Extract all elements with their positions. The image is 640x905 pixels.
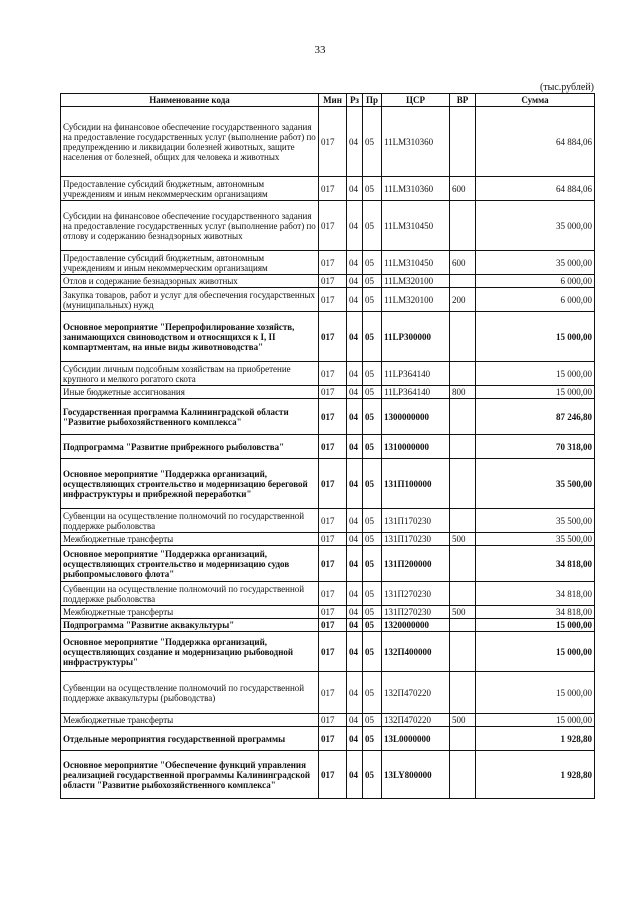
cell-pr: 05 bbox=[363, 251, 382, 275]
cell-csr: 11LM310450 bbox=[382, 201, 450, 251]
cell-sum: 15 000,00 bbox=[476, 632, 595, 672]
cell-rz: 04 bbox=[347, 459, 363, 509]
table-header-row bbox=[61, 94, 595, 107]
cell-name: Государственная программа Калининградской области "Развитие рыбохозяйственного комплекса" bbox=[61, 399, 319, 435]
cell-min: 017 bbox=[319, 606, 347, 619]
cell-pr: 05 bbox=[363, 672, 382, 714]
page-number: 33 bbox=[314, 44, 326, 56]
cell-csr: 131П270230 bbox=[382, 582, 450, 606]
cell-name: Межбюджетные трансферты bbox=[61, 714, 319, 727]
cell-name: Основное мероприятие "Поддержка организаций, осуществляющих строительство и модернизацию судов рыбопромыслового флота" bbox=[61, 546, 319, 582]
table-row bbox=[61, 386, 595, 399]
cell-pr: 05 bbox=[363, 435, 382, 459]
cell-min: 017 bbox=[319, 386, 347, 399]
cell-csr: 132П400000 bbox=[382, 632, 450, 672]
cell-pr: 05 bbox=[363, 107, 382, 177]
header-vr: ВР bbox=[450, 94, 476, 107]
cell-csr: 11LM310450 bbox=[382, 251, 450, 275]
cell-pr: 05 bbox=[363, 177, 382, 201]
cell-vr bbox=[450, 546, 476, 582]
cell-vr bbox=[450, 632, 476, 672]
cell-name: Отдельные мероприятия государственной программы bbox=[61, 727, 319, 751]
cell-csr: 132П470220 bbox=[382, 672, 450, 714]
cell-vr bbox=[450, 435, 476, 459]
cell-csr: 131П100000 bbox=[382, 459, 450, 509]
cell-name: Субвенции на осуществление полномочий по государственной поддержке рыболовства bbox=[61, 509, 319, 533]
cell-name: Субсидии на финансовое обеспечение государственного задания на предоставление государственных услуг (выполнение работ) по предупреждению и ликвидации болезней животных, защите населения от болезней, общих для человека и животных bbox=[61, 107, 319, 177]
cell-pr: 05 bbox=[363, 606, 382, 619]
cell-min: 017 bbox=[319, 107, 347, 177]
cell-csr: 11LM310360 bbox=[382, 107, 450, 177]
cell-sum: 35 500,00 bbox=[476, 533, 595, 546]
cell-sum: 35 500,00 bbox=[476, 509, 595, 533]
table-row bbox=[61, 714, 595, 727]
cell-sum: 64 884,06 bbox=[476, 107, 595, 177]
table-row bbox=[61, 727, 595, 751]
cell-rz: 04 bbox=[347, 312, 363, 362]
table-row bbox=[61, 201, 595, 251]
cell-csr: 13LY800000 bbox=[382, 751, 450, 799]
cell-rz: 04 bbox=[347, 751, 363, 799]
table-row bbox=[61, 275, 595, 288]
cell-vr bbox=[450, 399, 476, 435]
header-pr: Пр bbox=[363, 94, 382, 107]
cell-rz: 04 bbox=[347, 714, 363, 727]
cell-min: 017 bbox=[319, 399, 347, 435]
cell-vr: 500 bbox=[450, 606, 476, 619]
cell-rz: 04 bbox=[347, 582, 363, 606]
table-row bbox=[61, 546, 595, 582]
cell-csr: 11LP300000 bbox=[382, 312, 450, 362]
cell-name: Субсидии на финансовое обеспечение государственного задания на предоставление государственных услуг (выполнение работ) по отлову и содержанию безнадзорных животных bbox=[61, 201, 319, 251]
cell-vr bbox=[450, 582, 476, 606]
cell-min: 017 bbox=[319, 459, 347, 509]
cell-vr bbox=[450, 751, 476, 799]
cell-sum: 15 000,00 bbox=[476, 714, 595, 727]
cell-sum: 35 000,00 bbox=[476, 201, 595, 251]
cell-csr: 131П270230 bbox=[382, 606, 450, 619]
cell-min: 017 bbox=[319, 362, 347, 386]
cell-csr: 13L0000000 bbox=[382, 727, 450, 751]
cell-min: 017 bbox=[319, 275, 347, 288]
cell-sum: 6 000,00 bbox=[476, 275, 595, 288]
cell-pr: 05 bbox=[363, 751, 382, 799]
table-row bbox=[61, 107, 595, 177]
cell-csr: 11LP364140 bbox=[382, 362, 450, 386]
cell-csr: 1320000000 bbox=[382, 619, 450, 632]
cell-rz: 04 bbox=[347, 399, 363, 435]
table-row bbox=[61, 672, 595, 714]
cell-csr: 1300000000 bbox=[382, 399, 450, 435]
cell-vr bbox=[450, 727, 476, 751]
cell-sum: 15 000,00 bbox=[476, 672, 595, 714]
cell-rz: 04 bbox=[347, 201, 363, 251]
cell-name: Предоставление субсидий бюджетным, автономным учреждениям и иным некоммерческим организациям bbox=[61, 251, 319, 275]
cell-rz: 04 bbox=[347, 107, 363, 177]
cell-name: Подпрограмма "Развитие прибрежного рыболовства" bbox=[61, 435, 319, 459]
cell-sum: 1 928,80 bbox=[476, 727, 595, 751]
cell-name: Основное мероприятие "Поддержка организаций, осуществляющих создание и модернизацию рыбоводной инфраструктуры" bbox=[61, 632, 319, 672]
cell-csr: 11LP364140 bbox=[382, 386, 450, 399]
cell-rz: 04 bbox=[347, 727, 363, 751]
cell-name: Межбюджетные трансферты bbox=[61, 606, 319, 619]
cell-rz: 04 bbox=[347, 606, 363, 619]
table-row bbox=[61, 399, 595, 435]
cell-vr bbox=[450, 619, 476, 632]
cell-min: 017 bbox=[319, 288, 347, 312]
cell-pr: 05 bbox=[363, 619, 382, 632]
cell-vr: 600 bbox=[450, 251, 476, 275]
cell-vr: 500 bbox=[450, 714, 476, 727]
cell-pr: 05 bbox=[363, 362, 382, 386]
cell-pr: 05 bbox=[363, 288, 382, 312]
cell-name: Межбюджетные трансферты bbox=[61, 533, 319, 546]
cell-rz: 04 bbox=[347, 251, 363, 275]
cell-csr: 131П170230 bbox=[382, 509, 450, 533]
table-row bbox=[61, 251, 595, 275]
table-row bbox=[61, 288, 595, 312]
cell-rz: 04 bbox=[347, 362, 363, 386]
cell-pr: 05 bbox=[363, 275, 382, 288]
cell-min: 017 bbox=[319, 619, 347, 632]
cell-vr bbox=[450, 312, 476, 362]
cell-rz: 04 bbox=[347, 533, 363, 546]
cell-vr bbox=[450, 107, 476, 177]
table-row bbox=[61, 632, 595, 672]
table-row bbox=[61, 177, 595, 201]
cell-sum: 15 000,00 bbox=[476, 312, 595, 362]
table-body bbox=[61, 107, 595, 799]
cell-name: Субвенции на осуществление полномочий по государственной поддержке аквакультуры (рыбоводства) bbox=[61, 672, 319, 714]
units-label: (тыс.рублей) bbox=[539, 82, 594, 93]
cell-rz: 04 bbox=[347, 435, 363, 459]
cell-rz: 04 bbox=[347, 509, 363, 533]
cell-vr: 600 bbox=[450, 177, 476, 201]
cell-pr: 05 bbox=[363, 386, 382, 399]
cell-rz: 04 bbox=[347, 546, 363, 582]
cell-min: 017 bbox=[319, 177, 347, 201]
cell-min: 017 bbox=[319, 714, 347, 727]
cell-csr: 131П170230 bbox=[382, 533, 450, 546]
cell-pr: 05 bbox=[363, 201, 382, 251]
header-min: Мин bbox=[319, 94, 347, 107]
cell-rz: 04 bbox=[347, 632, 363, 672]
table-row bbox=[61, 459, 595, 509]
header-csr: ЦСР bbox=[382, 94, 450, 107]
cell-vr: 500 bbox=[450, 533, 476, 546]
table-row bbox=[61, 619, 595, 632]
cell-rz: 04 bbox=[347, 275, 363, 288]
cell-vr bbox=[450, 275, 476, 288]
cell-min: 017 bbox=[319, 727, 347, 751]
cell-name: Иные бюджетные ассигнования bbox=[61, 386, 319, 399]
cell-sum: 15 000,00 bbox=[476, 619, 595, 632]
table-row bbox=[61, 312, 595, 362]
cell-csr: 132П470220 bbox=[382, 714, 450, 727]
cell-pr: 05 bbox=[363, 546, 382, 582]
cell-min: 017 bbox=[319, 435, 347, 459]
table-row bbox=[61, 509, 595, 533]
cell-pr: 05 bbox=[363, 312, 382, 362]
cell-sum: 35 000,00 bbox=[476, 251, 595, 275]
cell-vr: 200 bbox=[450, 288, 476, 312]
cell-name: Закупка товаров, работ и услуг для обеспечения государственных (муниципальных) нужд bbox=[61, 288, 319, 312]
cell-name: Подпрограмма "Развитие аквакультуры" bbox=[61, 619, 319, 632]
cell-sum: 35 500,00 bbox=[476, 459, 595, 509]
cell-rz: 04 bbox=[347, 672, 363, 714]
cell-vr bbox=[450, 459, 476, 509]
cell-pr: 05 bbox=[363, 714, 382, 727]
cell-sum: 87 246,80 bbox=[476, 399, 595, 435]
cell-name: Основное мероприятие "Поддержка организаций, осуществляющих строительство и модернизацию береговой инфраструктуры и прибрежной переработки" bbox=[61, 459, 319, 509]
cell-sum: 6 000,00 bbox=[476, 288, 595, 312]
cell-csr: 11LM310360 bbox=[382, 177, 450, 201]
cell-pr: 05 bbox=[363, 399, 382, 435]
cell-name: Основное мероприятие "Обеспечение функций управления реализацией государственной программы Калининградской области "Развитие рыбохозяйственного комплекса" bbox=[61, 751, 319, 799]
table-row bbox=[61, 533, 595, 546]
cell-vr: 800 bbox=[450, 386, 476, 399]
table-row bbox=[61, 435, 595, 459]
cell-name: Субсидии личным подсобным хозяйствам на приобретение крупного и мелкого рогатого скота bbox=[61, 362, 319, 386]
cell-sum: 34 818,00 bbox=[476, 546, 595, 582]
cell-sum: 15 000,00 bbox=[476, 386, 595, 399]
cell-min: 017 bbox=[319, 201, 347, 251]
cell-sum: 34 818,00 bbox=[476, 582, 595, 606]
table-row bbox=[61, 606, 595, 619]
cell-rz: 04 bbox=[347, 619, 363, 632]
cell-min: 017 bbox=[319, 672, 347, 714]
cell-min: 017 bbox=[319, 751, 347, 799]
cell-min: 017 bbox=[319, 509, 347, 533]
cell-pr: 05 bbox=[363, 727, 382, 751]
table-row bbox=[61, 751, 595, 799]
cell-pr: 05 bbox=[363, 533, 382, 546]
cell-min: 017 bbox=[319, 312, 347, 362]
cell-pr: 05 bbox=[363, 509, 382, 533]
cell-min: 017 bbox=[319, 533, 347, 546]
cell-vr bbox=[450, 672, 476, 714]
cell-rz: 04 bbox=[347, 288, 363, 312]
cell-name: Предоставление субсидий бюджетным, автономным учреждениям и иным некоммерческим организациям bbox=[61, 177, 319, 201]
table-row bbox=[61, 582, 595, 606]
cell-vr bbox=[450, 362, 476, 386]
cell-csr: 1310000000 bbox=[382, 435, 450, 459]
cell-min: 017 bbox=[319, 632, 347, 672]
cell-sum: 15 000,00 bbox=[476, 362, 595, 386]
header-sum: Сумма bbox=[476, 94, 595, 107]
cell-sum: 1 928,80 bbox=[476, 751, 595, 799]
cell-name: Основное мероприятие "Перепрофилирование хозяйств, занимающихся свиноводством и относящихся к I, II компартментам, на иные виды животноводства" bbox=[61, 312, 319, 362]
header-rz: Рз bbox=[347, 94, 363, 107]
cell-vr bbox=[450, 201, 476, 251]
cell-name: Отлов и содержание безнадзорных животных bbox=[61, 275, 319, 288]
header-name: Наименование кода bbox=[61, 94, 319, 107]
table-row bbox=[61, 362, 595, 386]
cell-sum: 70 318,00 bbox=[476, 435, 595, 459]
cell-pr: 05 bbox=[363, 459, 382, 509]
cell-csr: 11LM320100 bbox=[382, 288, 450, 312]
cell-vr bbox=[450, 509, 476, 533]
cell-sum: 34 818,00 bbox=[476, 606, 595, 619]
cell-rz: 04 bbox=[347, 386, 363, 399]
cell-min: 017 bbox=[319, 251, 347, 275]
cell-name: Субвенции на осуществление полномочий по государственной поддержке рыболовства bbox=[61, 582, 319, 606]
budget-table bbox=[60, 93, 595, 799]
cell-min: 017 bbox=[319, 582, 347, 606]
cell-csr: 11LM320100 bbox=[382, 275, 450, 288]
cell-pr: 05 bbox=[363, 632, 382, 672]
cell-rz: 04 bbox=[347, 177, 363, 201]
cell-csr: 131П200000 bbox=[382, 546, 450, 582]
cell-min: 017 bbox=[319, 546, 347, 582]
cell-pr: 05 bbox=[363, 582, 382, 606]
cell-sum: 64 884,06 bbox=[476, 177, 595, 201]
